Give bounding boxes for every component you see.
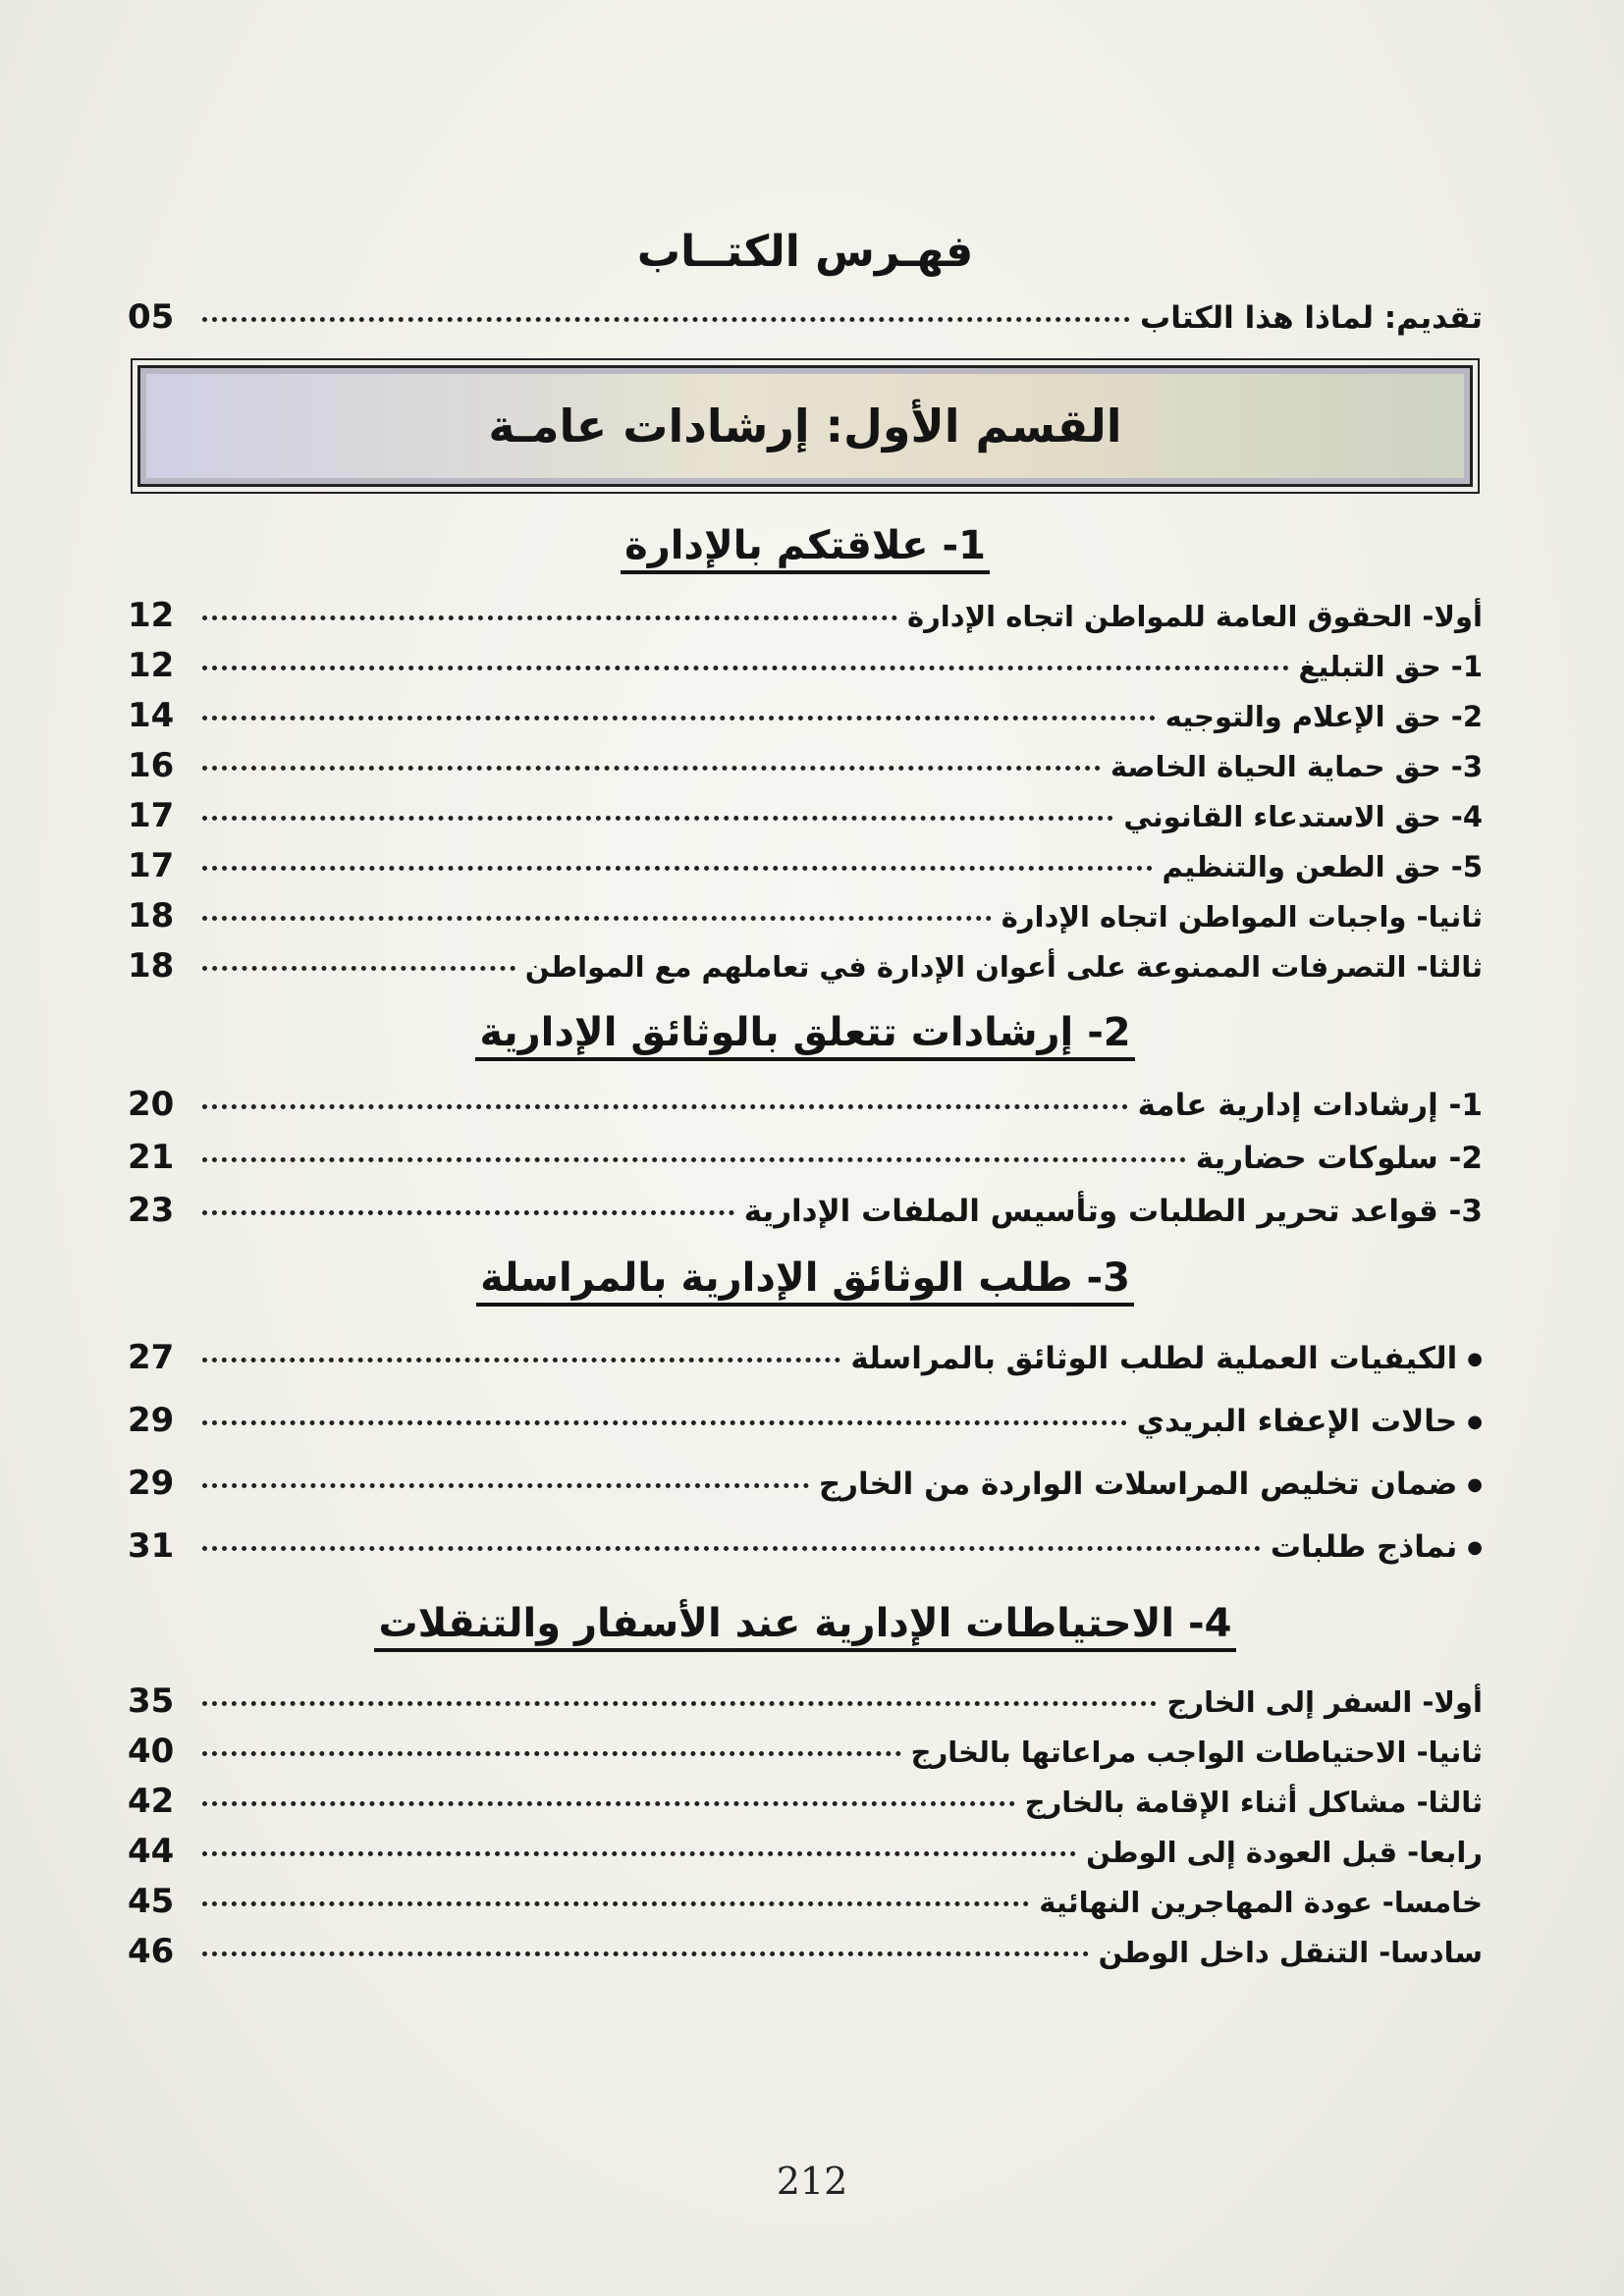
dot-leader bbox=[202, 317, 1130, 322]
toc-entry bbox=[128, 1331, 1483, 1384]
toc-entry-page: 31 bbox=[128, 1526, 175, 1566]
dot-leader bbox=[202, 766, 1101, 771]
toc-entry-page: 35 bbox=[128, 1682, 175, 1721]
dot-leader bbox=[202, 1104, 1128, 1109]
toc-entry bbox=[128, 691, 1483, 741]
dot-leader bbox=[202, 1210, 734, 1215]
toc-entry-label: خامسا- عودة المهاجرين النهائية bbox=[1039, 1886, 1483, 1919]
toc-entry-label: ● نماذج طلبات bbox=[1271, 1521, 1483, 1578]
dot-leader bbox=[202, 816, 1113, 821]
section-3-heading: 3- طلب الوثائق الإدارية بالمراسلة bbox=[128, 1243, 1483, 1313]
section-4-heading: 4- الاحتياطات الإدارية عند الأسفار والتنقلات bbox=[128, 1588, 1483, 1659]
toc-entry bbox=[128, 941, 1483, 991]
toc-entry-label: ثانيا- الاحتياطات الواجب مراعاتها بالخارج bbox=[910, 1735, 1483, 1769]
toc-entry-page: 45 bbox=[128, 1882, 175, 1921]
toc-entry-label: 2- حق الإعلام والتوجيه bbox=[1164, 700, 1483, 733]
toc-entry bbox=[128, 1827, 1483, 1877]
toc-entry-page: 29 bbox=[128, 1464, 175, 1503]
toc-entry bbox=[128, 791, 1483, 841]
toc-entry bbox=[128, 841, 1483, 891]
toc-entry-label: أولا- الحقوق العامة للمواطن اتجاه الإدارة bbox=[906, 600, 1483, 633]
dot-leader bbox=[202, 1701, 1157, 1706]
toc-entry bbox=[128, 1927, 1483, 1977]
toc-entry-label: أولا- السفر إلى الخارج bbox=[1166, 1685, 1483, 1719]
toc-entry-label: 3- قواعد تحرير الطلبات وتأسيس الملفات الإدارية bbox=[743, 1194, 1483, 1229]
toc-entry-label: رابعا- قبل العودة إلى الوطن bbox=[1086, 1836, 1483, 1869]
toc-entry-label: ● ضمان تخليص المراسلات الواردة من الخارج bbox=[819, 1458, 1483, 1516]
toc-entry bbox=[128, 1394, 1483, 1447]
toc-entry bbox=[128, 1131, 1483, 1184]
dot-leader bbox=[202, 615, 897, 620]
toc-entry bbox=[128, 891, 1483, 941]
dot-leader bbox=[202, 916, 992, 921]
toc-entry-intro bbox=[128, 291, 1483, 344]
toc-entry-page: 27 bbox=[128, 1338, 175, 1377]
toc-entry-page: 12 bbox=[128, 646, 175, 685]
toc-entry-page: 18 bbox=[128, 896, 175, 935]
toc-entry bbox=[128, 1457, 1483, 1510]
dot-leader bbox=[202, 716, 1156, 721]
dot-leader bbox=[202, 1358, 840, 1362]
toc-entry-page: 20 bbox=[128, 1085, 175, 1124]
dot-leader bbox=[202, 1751, 901, 1756]
toc-entry-page: 44 bbox=[128, 1832, 175, 1871]
toc-entry-page: 18 bbox=[128, 946, 175, 986]
dot-leader bbox=[202, 1801, 1015, 1806]
section-2-heading: 2- إرشادات تتعلق بالوثائق الإدارية bbox=[128, 997, 1483, 1068]
part-one-title: القسم الأول: إرشادات عامـة bbox=[488, 400, 1122, 453]
table-of-contents bbox=[128, 224, 1483, 1977]
toc-entry-label: ثالثا- مشاكل أثناء الإقامة بالخارج bbox=[1024, 1786, 1483, 1819]
toc-entry bbox=[128, 1777, 1483, 1827]
dot-leader bbox=[202, 1546, 1261, 1551]
toc-entry-label: تقديم: لماذا هذا الكتاب bbox=[1140, 300, 1483, 336]
dot-leader bbox=[202, 1420, 1127, 1425]
toc-entry-page: 16 bbox=[128, 746, 175, 785]
toc-entry bbox=[128, 1184, 1483, 1237]
toc-entry bbox=[128, 741, 1483, 791]
dot-leader bbox=[202, 1851, 1076, 1856]
part-one-banner bbox=[137, 365, 1473, 487]
toc-entry-page: 21 bbox=[128, 1138, 175, 1177]
toc-entry-label: ثالثا- التصرفات الممنوعة على أعوان الإدارة في تعاملهم مع المواطن bbox=[524, 950, 1483, 984]
dot-leader bbox=[202, 1483, 809, 1488]
dot-leader bbox=[202, 1951, 1089, 1956]
toc-entry-page: 17 bbox=[128, 796, 175, 835]
toc-entry-page: 42 bbox=[128, 1782, 175, 1821]
toc-entry-label: 3- حق حماية الحياة الخاصة bbox=[1110, 750, 1483, 783]
toc-entry bbox=[128, 1877, 1483, 1927]
toc-entry-label: 4- حق الاستدعاء القانوني bbox=[1123, 800, 1483, 833]
toc-entry-label: 1- حق التبليغ bbox=[1298, 650, 1483, 683]
toc-entry-label: 2- سلوكات حضارية bbox=[1195, 1141, 1483, 1176]
toc-entry-label: 1- إرشادات إدارية عامة bbox=[1137, 1088, 1483, 1123]
dot-leader bbox=[202, 966, 515, 971]
dot-leader bbox=[202, 1901, 1029, 1906]
dot-leader bbox=[202, 1157, 1186, 1162]
toc-entry-page: 14 bbox=[128, 696, 175, 735]
toc-entry bbox=[128, 1520, 1483, 1573]
toc-entry bbox=[128, 1727, 1483, 1777]
toc-entry-label: ثانيا- واجبات المواطن اتجاه الإدارة bbox=[1001, 900, 1483, 934]
section-1-heading: 1- علاقتكم بالإدارة bbox=[128, 510, 1483, 581]
toc-entry-page: 40 bbox=[128, 1732, 175, 1771]
dot-leader bbox=[202, 666, 1289, 670]
toc-entry-page: 29 bbox=[128, 1401, 175, 1440]
toc-entry-label: ● حالات الإعفاء البريدي bbox=[1137, 1395, 1483, 1453]
toc-entry bbox=[128, 1677, 1483, 1727]
toc-entry-page: 17 bbox=[128, 846, 175, 885]
toc-entry-label: ● الكيفيات العملية لطلب الوثائق بالمراسلة bbox=[850, 1332, 1483, 1390]
dot-leader bbox=[202, 866, 1153, 871]
toc-entry-page: 12 bbox=[128, 596, 175, 635]
toc-entry-label: 5- حق الطعن والتنظيم bbox=[1162, 850, 1483, 883]
toc-entry-page: 23 bbox=[128, 1191, 175, 1230]
toc-entry bbox=[128, 641, 1483, 691]
toc-entry-label: سادسا- التنقل داخل الوطن bbox=[1098, 1936, 1483, 1969]
toc-entry-page: 46 bbox=[128, 1932, 175, 1971]
toc-entry bbox=[128, 1078, 1483, 1131]
toc-entry bbox=[128, 591, 1483, 641]
toc-entry-page: 05 bbox=[128, 297, 175, 337]
toc-title: فهـرس الكتــاب bbox=[636, 227, 974, 277]
page-number: 212 bbox=[776, 2160, 848, 2203]
